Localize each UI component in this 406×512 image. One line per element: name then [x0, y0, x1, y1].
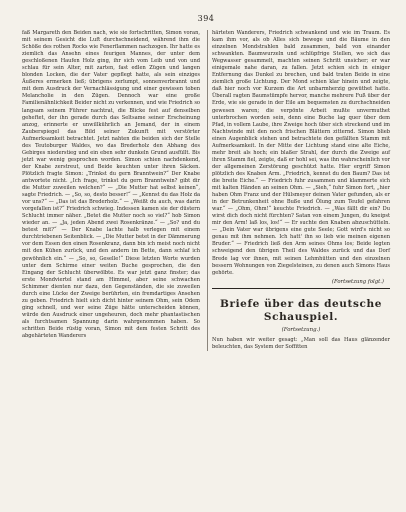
section-divider — [212, 288, 390, 289]
right-column-text: härteten Wanderers, Friedrich schwankend und wie im Traum. Es kam ihm vor, als ob Alles sich bewege und die Bäume in den einzelnen Mondstrahlen bald zusammen, bald von einander schwankten. Baumwurzeln und schlüpfrige Stellen, wo sich das Wegwasser gesammelt, machten seinen Schritt unsicher; er war einigemale nahe daran, zu fallen. Jetzt schien sich in einiger Entfernung das Dunkel zu brechen, und bald traten Beide in eine ziemlich große Lichtung. Der Mond schien klar hinein und zeigte, daß hier noch vor Kurzem die Art unbarmherzig gewüthet hatte. Überall ragten Baumstümpfe hervor, manche mehrere Fuß über der Erde, wie sie gerade in der Eile am bequemsten zu durchschneiden gewesen waren; die verpönte Arbeit mußte unvermuthet unterbrochen worden sein, denn eine Buche lag quer über dem Pfad, in vollem Laube, ihre Zweige hoch über sich streckend und im Nachtwinde mit den noch frischen Blättern zitternd. Simon blieb einen Augenblick stehen und betrachtete den gefällten Stamm mit Aufmerksamkeit. In der Mitte der Lichtung stand eine alte Eiche, mehr breit als hoch; ein blaßer Strahl, der durch die Zweige auf ihren Stamm fiel, zeigte, daß er hohl sei, was ihn wahrscheinlich vor der allgemeinen Zerstörung geschützt hatte. Hier ergriff Simon plötzlich des Knaben Arm. „Friedrich, kennst du den Baum? Das ist die breite Eiche.“ — Friedrich fuhr zusammen und klammerte sich mit kalten Händen an seinen Ohm. — „Sieh,“ fuhr Simon fort, „hier haben Ohm Franz und der Hülsmeyer deinen Vater gefunden, als er in der Betrunkenheit ohne Buße und Ölung zum Teufel gefahren war.“ — „Ohm, Ohm!“ keuchte Friedrich. — „Was fällt dir ein? Du wirst dich doch nicht fürchten? Satan von einem Jungen, du kneipst mir den Arm! laß los, los!“ — Er suchte den Knaben abzuschütteln. — „Dein Vater war übrigens eine gute Seele; Gott wird's nicht so genau mit ihm nehmen. Ich hatt' ihn so lieb wie meinen eigenen Bruder.“ — Friedrich ließ den Arm seines Ohms los; Beide legten schweigend den übrigen Theil des Waldes zurück und das Dorf Brede lag vor ihnen, mit seinen Lehmhütten und den einzelnen bessern Wohnungen von Ziegelsteinen, zu denen auch Simons Haus gehörte. — [212, 30, 390, 276]
section-title: Briefe über das deutsche Schauspiel. — [219, 297, 382, 323]
left-column — [22, 30, 208, 351]
left-column-text: faß Margareth den Beiden nach, wie sie fortschritten, Simon voran, mit seinem Gesicht die Luft durchschneidend, während ihm die Schöße des rothen Rocks wie Fenerflammen nachzogen. Ihr hatte es ziemlich das Ansehn eines feurigen Mannes, der unter dem geschloßenen Haufen Holz ging, ihr sich vom Leib und von und schlau für sein Alter, mit zarten, fast edlen Zügen und langen blonden Locken, die der Vater gepflegt hatte, als sein einziges Äußeres ermerken ließ; übrigens zerlumpt, sonnenverbrannt und mit dem Ausdruck der Vernachlässigung und einer gewissen toben Melancholie in den Zügen. Dennoch war eine große Familienähnlichkeit Beider nicht zu verkennen, und wie Friedrich so langsam seinem Führer nachtrat, die Blicke fest auf denselben geheftet, der ihn gerade durch das Seltsame seiner Erscheinung anzog, erinnerte er unwillkührlich an Jemand, der in einem Zauberspiegel das Bild seiner Zukunft mit verstörter Aufmerksamkeit betrachtet. Jetzt nahten die beiden sich der Stelle des Teutoburger Waldes, wo das Brederholz den Abhang des Gebirges niederstieg und ein eben sehr dunkeln Grund ausfüllt. Bis jetzt war wenig gesprochen worden. Simon schien nachdenkend, der Knabe zerstreut, und Beide keuchten unter ihren Säcken. Plötzlich fragte Simon: „Trinkst du gern Branntwein?“ Der Knabe antwortete nicht. „Ich frage, trinkst du gern Branntwein? gibt dir die Mutter zuweilen welchen?“ — „Die Mutter hat selbst keinen“, sagte Friedrich. — „So, so, desto besser!“ — „Kennst du das Holz da vor uns?“ — „Das ist das Brederholz.“ — „Weißt du auch, was darin vorgefallen ist?“ Friedrich schwieg. Indessen kamen sie der düstern Schlucht immer näher. „Betet die Mutter noch so viel?“ hob Simon wieder an. — „Ja, jeden Abend zwei Rosenkränze.“ — „So? und du betest mit?“ — Der Knabe lachte halb verlegen mit einem durchtriebenen Seitenblick. — „Die Mutter betet in der Dämmerung vor dem Essen den einen Rosenkranz, dann bin ich meist noch nicht mit den Kühen zurück, und den andern im Bette, dann schlaf ich gewöhnlich ein.“ — „So, so, Geselle!“ Diese letzten Worte wurden unter dem Schirme einer weiten Buche gesprochen, die den Eingang der Schlucht überwölbte. Es war jetzt ganz finster; das erste Mondviertel stand am Himmel, aber seine schwachen Schimmer dienten nur dazu, den Gegenständen, die sie zuweilen durch eine Lücke der Zweige berührten, ein fremdartiges Ansehen zu geben. Friedrich hielt sich dicht hinter seinem Ohm, sein Odem ging schnell, und wer seine Züge hätte unterscheiden können, würde den Ausdruck einer ungeheuren, doch mehr phantastischen als furchtsamen Spannung darin wahrgenommen haben. So schritten Beide rüstig voran, Simon mit dem festen Schritt des abgehärteten Wanderers — [22, 30, 200, 340]
section-text: Nun haben wir weiter gesagt: „Man soll das Haus glänzender beleuchten, das System der Soffitten — [212, 336, 390, 350]
section-subtitle: (Fortsetzung.) — [281, 326, 321, 333]
page-number: 394 — [197, 14, 215, 23]
continuation-note: (Fortsetzung folgt.) — [331, 278, 384, 285]
text-columns — [22, 30, 390, 351]
right-column — [212, 30, 390, 351]
